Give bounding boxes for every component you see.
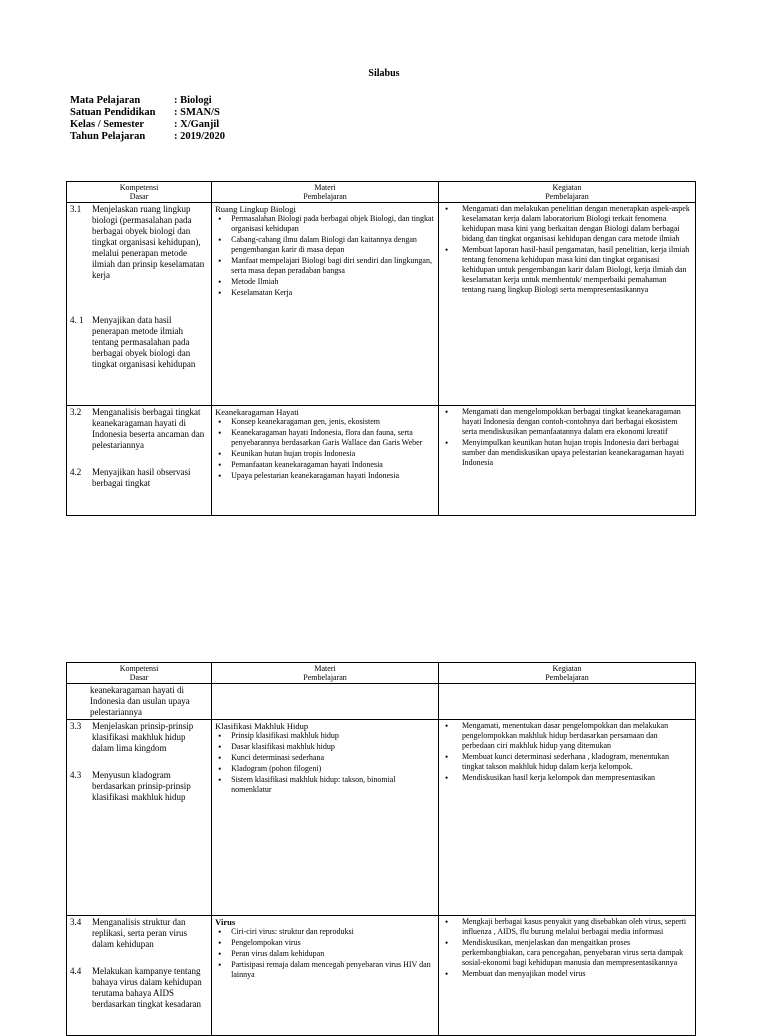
list-item: • Mengamati, menentukan dasar pengelompokkan dan melakukan pengelompokkan makhluk hidup berdasarkan persamaan dan perbedaan ciri makhluk hidup yang ditemukan — [442, 721, 692, 751]
syllabus-table-continued — [66, 662, 696, 1036]
header-kegiatan: Kegiatan Pembelajaran — [438, 663, 695, 684]
meta-label: Kelas / Semester — [70, 119, 145, 130]
list-item: • Mengkaji berbagai kasus penyakit yang disebabkan oleh virus, seperti influenza , AIDS, flu burung melalui berbagai media informasi — [442, 917, 692, 937]
list-item: • Partisipasi remaja dalam mencegah penyebaran virus HIV dan lainnya — [215, 960, 435, 980]
list-item: • Prinsip klasifikasi makhluk hidup — [215, 731, 435, 741]
list-item: • Ciri-ciri virus: struktur dan reproduksi — [215, 927, 435, 937]
kegiatan-list — [442, 721, 692, 783]
meta-value: : Biologi — [174, 95, 212, 106]
meta-row — [70, 119, 225, 131]
materi-cell — [212, 406, 439, 516]
list-item: • Kladogram (pohon filogeni) — [215, 764, 435, 774]
document-metadata — [70, 95, 225, 143]
meta-row — [70, 107, 225, 119]
kd-item: 3.2 Menganalisis berbagai tingkat keanekaragaman hayati di Indonesia beserta ancaman dan pelestariannya — [70, 407, 205, 450]
list-item: • Peran virus dalam kehidupan — [215, 949, 435, 959]
kegiatan-cell — [438, 720, 695, 916]
kd-item: 4.4 Melakukan kampanye tentang bahaya virus dalam kehidupan terutama bahaya AIDS berdasarkan tingkat kesadaran — [70, 966, 202, 1009]
meta-value: : X/Ganjil — [174, 119, 220, 130]
materi-cell — [212, 720, 439, 916]
kd-item: 3.4 Menganalisis struktur dan replikasi, serta peran virus dalam kehidupan — [70, 917, 187, 949]
list-item: • Metode Ilmiah — [215, 277, 435, 287]
list-item: • Mengamati dan mengelompokkan berbagai tingkat keanekaragaman hayati Indonesia dengan contoh-contohnya dari berbagai ekosistem serta mendiskusikan pemanfaatannya dalam era ekonomi kreatif — [442, 407, 692, 437]
table-header-row — [67, 182, 696, 203]
materi-cell — [212, 684, 439, 720]
kegiatan-list — [442, 407, 692, 468]
table-row — [67, 406, 696, 516]
document-title: Silabus — [368, 68, 400, 79]
table-row — [67, 916, 696, 1036]
kompetensi-cell — [67, 203, 212, 406]
kd-item: 3.3 Menjelaskan prinsip-prinsip klasifikasi makhluk hidup dalam lima kingdom — [70, 721, 194, 753]
list-item: • Dasar klasifikasi makhluk hidup — [215, 742, 435, 752]
meta-label: Mata Pelajaran — [70, 95, 141, 106]
list-item: • Mendiskusikan, menjelaskan dan mengaitkan proses perkembangbiakan, cara pencegahan, penyebaran virus serta dampak sosial-ekonomi bagi kehidupan manusia dan mempresentasikannya — [442, 938, 692, 968]
list-item: • Pemanfaatan keanekaragaman hayati Indonesia — [215, 460, 435, 470]
kd-item: 4.2 Menyajikan hasil observasi berbagai tingkat — [70, 467, 191, 488]
meta-label: Satuan Pendidikan — [70, 107, 156, 118]
materi-title: Virus — [215, 917, 236, 927]
list-item: • Keunikan hutan hujan tropis Indonesia — [215, 449, 435, 459]
materi-list — [215, 214, 435, 298]
meta-row — [70, 95, 225, 107]
list-item: • Permasalahan Biologi pada berbagai objek Biologi, dan tingkat organisasi kehidupan — [215, 214, 435, 234]
materi-list — [215, 927, 435, 980]
kompetensi-cell — [67, 916, 212, 1036]
header-kompetensi: Kompetensi Dasar — [67, 182, 212, 203]
list-item: • Upaya pelestarian keanekaragaman hayati Indonesia — [215, 471, 435, 481]
materi-cell — [212, 916, 439, 1036]
header-kegiatan: Kegiatan Pembelajaran — [438, 182, 695, 203]
list-item: • Mendiskusikan hasil kerja kelompok dan mempresentasikan — [442, 773, 692, 783]
kegiatan-cell — [438, 406, 695, 516]
list-item: • Menyimpulkan keunikan hutan hujan tropis Indonesia dari berbagai sumber dan mendiskusikan upaya pelestarian keanekaragaman hayati Indonesia — [442, 438, 692, 468]
kegiatan-list — [442, 204, 692, 295]
header-kompetensi: Kompetensi Dasar — [67, 663, 212, 684]
kompetensi-cell — [67, 406, 212, 516]
list-item: • Kunci determinasi sederhana — [215, 753, 435, 763]
header-materi: Materi Pembelajaran — [212, 182, 439, 203]
materi-list — [215, 417, 435, 481]
meta-label: Tahun Pelajaran — [70, 131, 146, 142]
list-item: • Keselamatan Kerja — [215, 288, 435, 298]
materi-title: Ruang Lingkup Biologi — [215, 204, 296, 214]
table-row — [67, 203, 696, 406]
kompetensi-cell — [67, 684, 212, 720]
header-materi: Materi Pembelajaran — [212, 663, 439, 684]
list-item: • Cabang-cabang ilmu dalam Biologi dan kaitannya dengan pengembangan karir di masa depan — [215, 235, 435, 255]
table-row — [67, 684, 696, 720]
kegiatan-cell — [438, 684, 695, 720]
kd-item: 4. 1 Menyajikan data hasil penerapan metode ilmiah tentang permasalahan pada berbagai obyek biologi dan tingkat organisasi kehidupan — [70, 315, 196, 369]
materi-title: Keanekaragaman Hayati — [215, 407, 299, 417]
kegiatan-list — [442, 917, 692, 979]
list-item: • Sistem klasifikasi makhluk hidup: takson, binomial nomenklatur — [215, 775, 435, 795]
kegiatan-cell — [438, 203, 695, 406]
materi-title: Klasifikasi Makhluk Hidup — [215, 721, 309, 731]
syllabus-table — [66, 181, 696, 516]
kd-item: 4.3 Menyusun kladogram berdasarkan prinsip-prinsip klasifikasi makhluk hidup — [70, 770, 191, 802]
list-item: • Manfaat mempelajari Biologi bagi diri sendiri dan lingkungan, serta masa depan peradaban bangsa — [215, 256, 435, 276]
kegiatan-cell — [438, 916, 695, 1036]
table-row — [67, 720, 696, 916]
list-item: • Membuat kunci determinasi sederhana , kladogram, menentukan tingkat takson makhluk hidup dalam kerja kelompok. — [442, 752, 692, 772]
kd-continuation: keanekaragaman hayati di Indonesia dan usulan upaya pelestariannya — [90, 685, 190, 717]
list-item: • Membuat laporan hasil-hasil pengamatan, hasil penelitian, kerja ilmiah tentang fenomena kehidupan masa kini dan tingkat organisasi kehidupan untuk pengembangan karir dalam Biologi, kerja ilmiah dan keselamatan kerja untuk membentuk/ memperbaiki pemahaman tentang ruang lingkup Biologi serta mempresentasikannya — [442, 245, 692, 295]
meta-value: : 2019/2020 — [174, 131, 226, 142]
kompetensi-cell — [67, 720, 212, 916]
kd-item: 3.1 Menjelaskan ruang lingkup biologi (permasalahan pada berbagai obyek biologi dan tingkat organisasi kehidupan), melalui penerapan metode ilmiah dan prinsip keselamatan kerja — [70, 204, 205, 280]
meta-row — [70, 131, 225, 143]
materi-list — [215, 731, 435, 795]
list-item: • Mengamati dan melakukan penelitian dengan menerapkan aspek-aspek keselamatan kerja dalam laboratorium Biologi terkait fenomena kehidupan masa kini yang berkaitan dengan Biologi dalam berbagai bidang dan tingkat organisasi kehidupan dengan cara metode ilmiah — [442, 204, 692, 244]
table-header-row — [67, 663, 696, 684]
list-item: • Pengelompokan virus — [215, 938, 435, 948]
list-item: • Membuat dan menyajikan model virus — [442, 969, 692, 979]
meta-value: : SMAN/S — [174, 107, 220, 118]
list-item: • Keanekaragaman hayati Indonesia, flora dan fauna, serta penyebarannya berdasarkan Garis Wallace dan Garis Weber — [215, 428, 435, 448]
materi-cell — [212, 203, 439, 406]
list-item: • Konsep keanekaragaman gen, jenis, ekosistem — [215, 417, 435, 427]
